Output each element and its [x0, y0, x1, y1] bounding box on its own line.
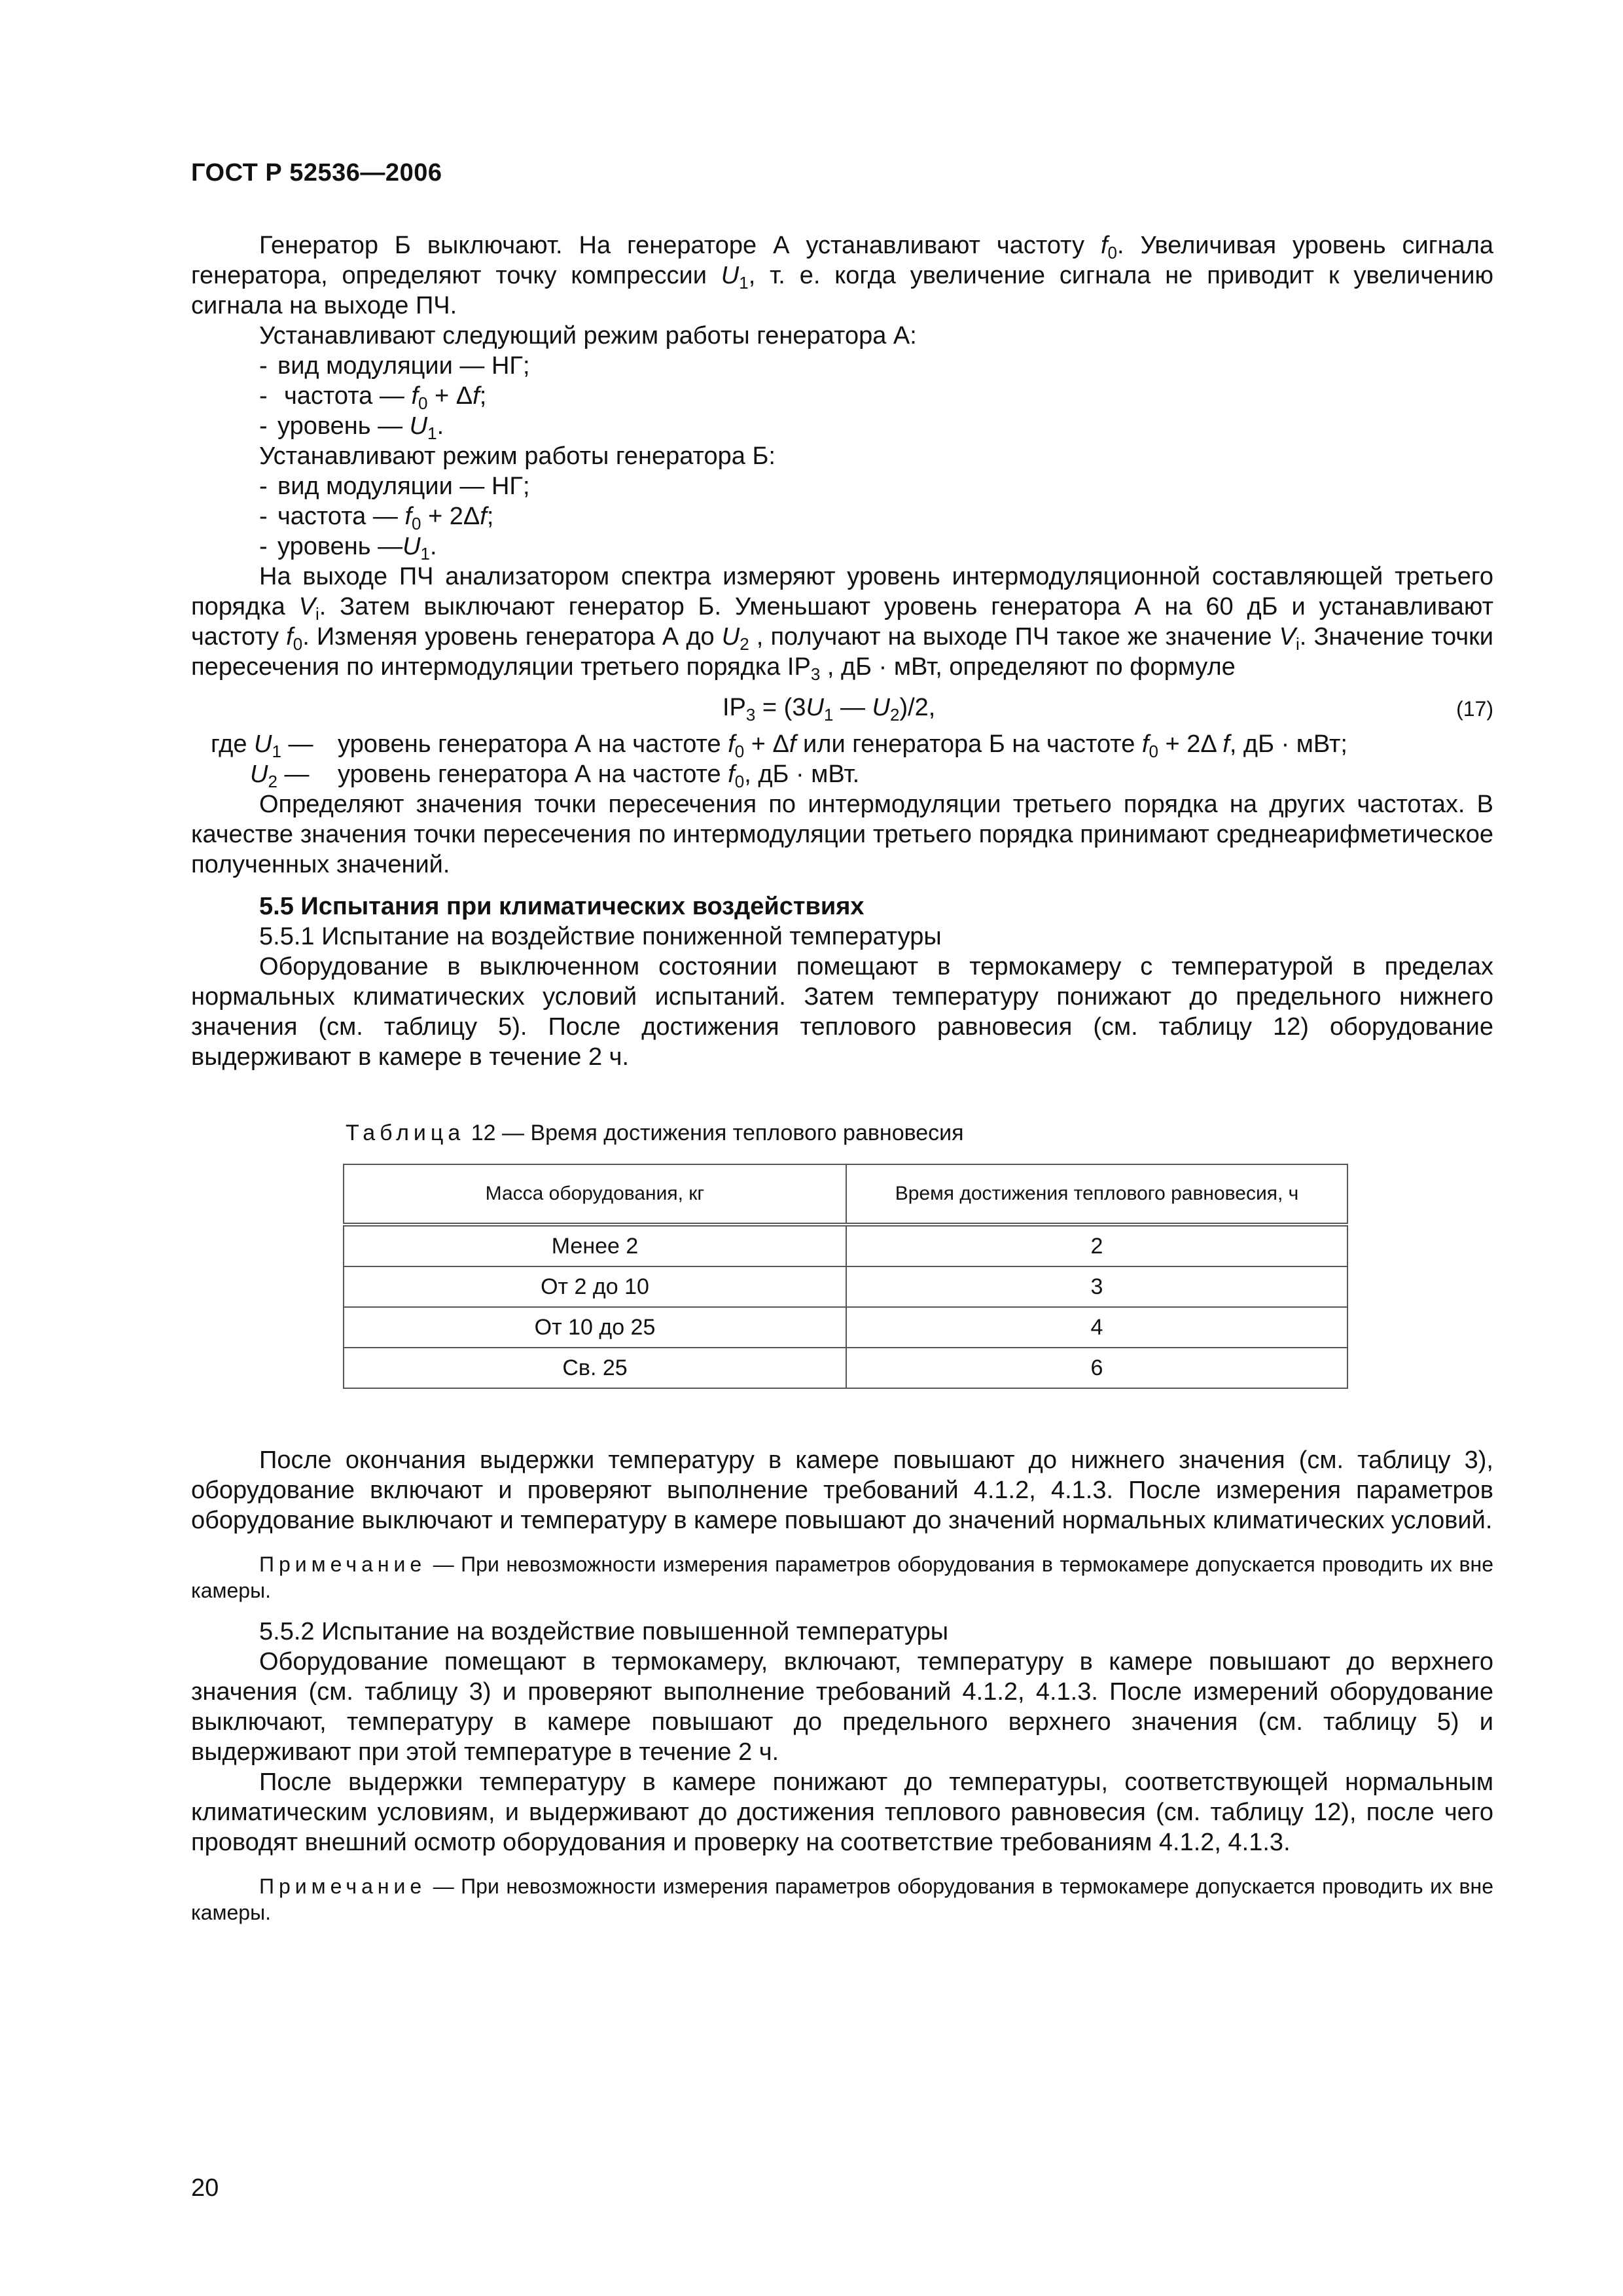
table-cell: 3	[846, 1266, 1347, 1307]
where-row-u1: где $U_1$ — уровень генератора А на частоте $f_0 + \Delta f$ или генератора Б на частоте $f_0 + 2\Delta$ f, дБ · мВт;	[211, 730, 1347, 761]
section-heading-5-5: 5.5 Испытания при климатических воздействиях	[259, 893, 865, 920]
page-number: 20	[191, 2174, 219, 2202]
note-1: Примечание — При невозможности измерения параметров оборудования в термокамере допускается проводить их вне камеры.	[191, 1552, 1493, 1602]
paragraph-other-frequencies: Определяют значения точки пересечения по интермодуляции третьего порядка на других частотах. В качестве значения точки пересечения по интермодуляции третьего порядка принимают среднеарифметическое полученных значений.	[191, 791, 1493, 878]
paragraph-cooling: После выдержки температуру в камере понижают до температуры, соответствующей нормальным климатическим условиям, и выдерживают до достижения теплового равновесия (см. таблицу 12), после чего проводят внешний осмотр оборудования и проверку на соответствие требованиям 4.1.2, 4.1.3.	[191, 1768, 1493, 1856]
column-header: Время достижения теплового равновесия, ч	[846, 1164, 1347, 1225]
paragraph-high-temperature: Оборудование помещают в термокамеру, включают, температуру в камере повышают до верхнего значения (см. таблицу 3) и проверяют выполнение требований 4.1.2, 4.1.3. После измерений оборудование выключают, температуру в камере повышают до предельного верхнего значения (см. таблицу 5) и выдерживают при этой температуре в течение 2 ч.	[191, 1648, 1493, 1766]
paragraph-after-exposure: После окончания выдержки температуру в камере повышают до нижнего значения (см. таблицу 3), оборудование включают и проверяют выполнение требований 4.1.2, 4.1.3. После измерения параметров оборудование выключают и температуру в камере повышают до значений нормальных климатических условий.	[191, 1446, 1493, 1534]
table-row	[344, 1225, 1347, 1266]
table-cell: 6	[846, 1348, 1347, 1388]
table-cell: От 2 до 10	[344, 1266, 846, 1307]
list-item: - частота — $f_0 + \Delta f$;	[259, 382, 487, 413]
subsection-heading-5-5-2: 5.5.2 Испытание на воздействие повышенной температуры	[259, 1618, 949, 1645]
list-item: - уровень — $U_1$.	[259, 412, 444, 443]
note-2: Примечание — При невозможности измерения параметров оборудования в термокамере допускается проводить их вне камеры.	[191, 1874, 1493, 1924]
table-cell: Менее 2	[344, 1225, 846, 1266]
column-header: Масса оборудования, кг	[344, 1164, 846, 1225]
formula-expression: $IP_3 = (3U_1$ — $U_2)/2$,	[722, 694, 936, 725]
list-item: - уровень $—U_1$.	[259, 533, 437, 564]
list-item: - вид модуляции — НГ;	[259, 352, 530, 380]
paragraph-intermodulation: На выходе ПЧ анализатором спектра измеряют уровень интермодуляционной составляющей третьего порядка $V_i$. Затем выключают генератор Б. Уменьшают уровень генератора А на 60 дБ и устанавливают частоту $f_0$. Изменяя уровень генератора А до $U_2$ , получают на выходе ПЧ такое же значение $V_i$. Значение точки пересечения по интермодуляции третьего порядка $IP_3$ , дБ · мВт, определяют по формуле	[191, 563, 1493, 684]
table-row	[344, 1307, 1347, 1348]
mode-b-intro: Устанавливают режим работы генератора Б:	[259, 442, 776, 470]
paragraph-compression-point: Генератор Б выключают. На генераторе А устанавливают частоту $f_0$. Увеличивая уровень сигнала генератора, определяют точку компрессии $U_1$, т. е. когда увеличение сигнала не приводит к увеличению сигнала на выходе ПЧ.	[191, 232, 1494, 319]
formula-17	[191, 692, 1493, 729]
table-cell: 2	[846, 1225, 1347, 1266]
subsection-heading-5-5-1: 5.5.1 Испытание на воздействие пониженной температуры	[259, 923, 942, 950]
standard-code: ГОСТ Р 52536—2006	[191, 159, 442, 187]
paragraph-low-temperature: Оборудование в выключенном состоянии помещают в термокамеру с температурой в пределах нормальных климатических условий испытаний. Затем температуру понижают до предельного нижнего значения (см. таблицу 5). После достижения теплового равновесия (см. таблицу 12) оборудование выдерживают в камере в течение 2 ч.	[191, 953, 1493, 1071]
mode-a-intro: Устанавливают следующий режим работы генератора А:	[259, 322, 917, 350]
table-caption: Таблица 12 — Время достижения теплового равновесия	[346, 1121, 964, 1145]
table-row	[344, 1348, 1347, 1388]
formula-number: (17)	[1456, 697, 1493, 721]
list-item: - вид модуляции — НГ;	[259, 473, 530, 500]
table-cell: От 10 до 25	[344, 1307, 846, 1348]
table-header-row	[344, 1164, 1347, 1225]
thermal-equilibrium-table	[343, 1164, 1348, 1389]
where-row-u2: $U_2$ — уровень генератора А на частоте $f_0$, дБ · мВт.	[250, 761, 860, 791]
page-body	[191, 230, 1493, 1926]
list-item: - частота — $f_0 + 2\Delta f$;	[259, 503, 494, 533]
table-row	[344, 1266, 1347, 1307]
table-cell: Св. 25	[344, 1348, 846, 1388]
table-cell: 4	[846, 1307, 1347, 1348]
